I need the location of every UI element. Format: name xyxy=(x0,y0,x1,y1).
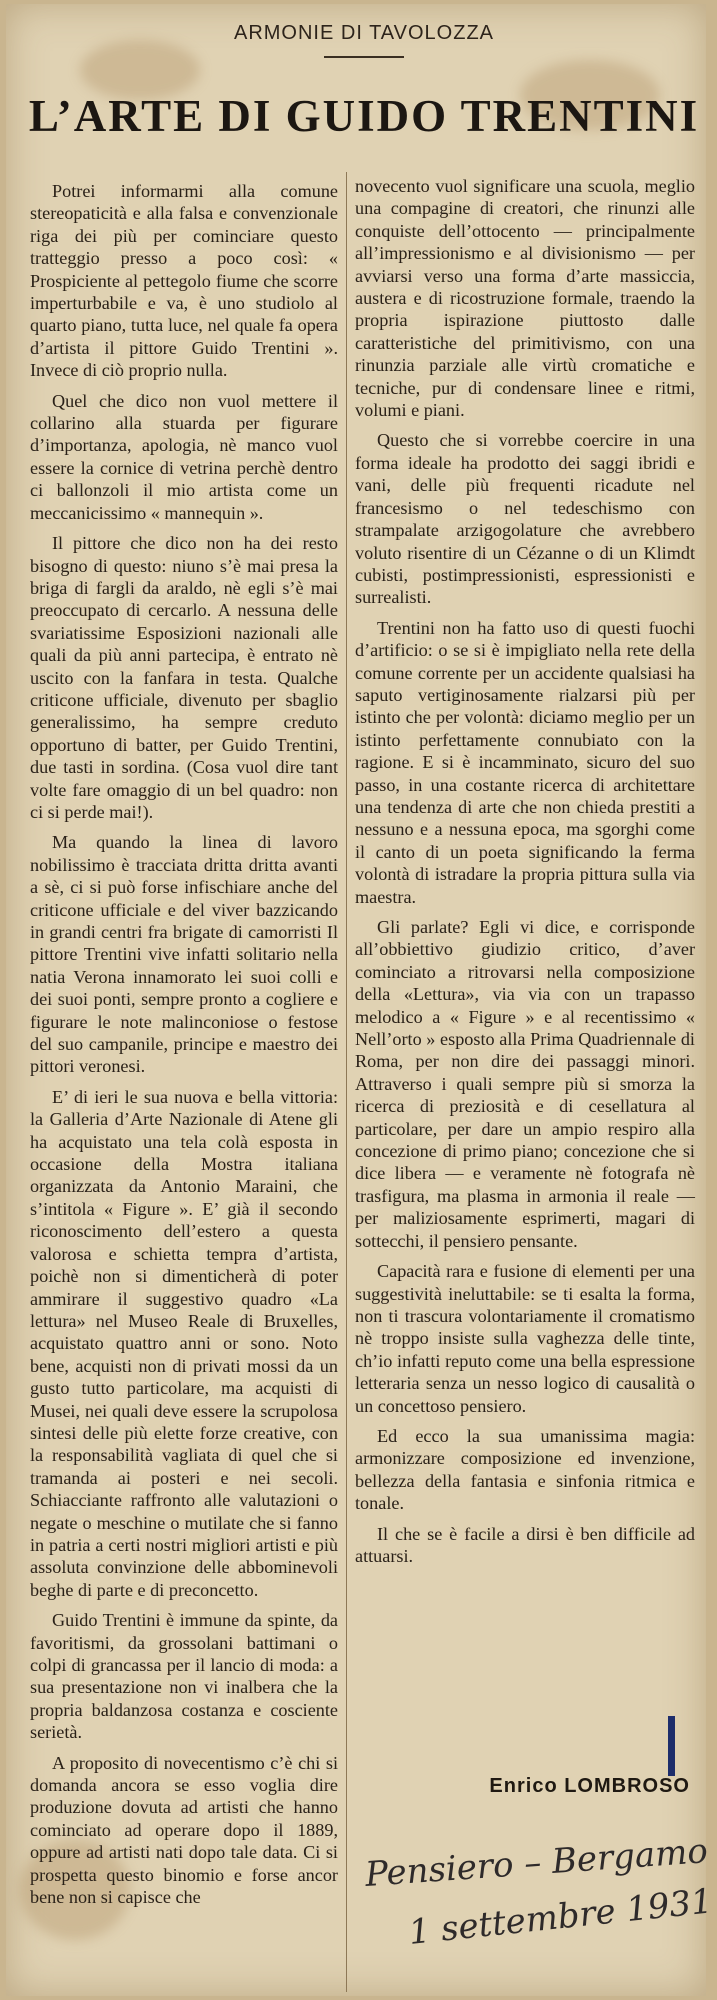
title-rule xyxy=(324,56,404,58)
paragraph: novecento vuol significare una scuola, meglio una compagine di creatori, che rinunzi alle conquiste dell’ottocento — principalmente all’impressionismo e al divisionismo — per avviarsi verso una forma d’arte massiccia, austera e di ricostruzione formale, traendo la propria ispirazione piuttosto dalle caratteristiche del primitivismo, con una rinunzia parziale alle virtù cromatiche e tecniche, pur di condensare linee e ritmi, volumi e piani. xyxy=(355,176,695,421)
paragraph: Quel che dico non vuol mettere il collarino alla stuarda per figurare d’importanza, apologia, nè manco vuol essere la cornice di vetrina perchè dentro ci ballonzoli il mio artista come un meccanicissimo « mannequin ». xyxy=(30,390,338,523)
paragraph: Ed ecco la sua umanissima magia: armonizzare composizione ed invenzione, bellezza della fantasia e sinfonia ritmica e tonale. xyxy=(355,1425,695,1514)
author-signature: Enrico LOMBROSO xyxy=(489,1775,690,1797)
paragraph: Il che se è facile a dirsi è ben difficile ad attuarsi. xyxy=(355,1523,695,1566)
article-title: L’ARTE DI GUIDO TRENTINI xyxy=(28,91,700,141)
handwritten-line-2: 1 settembre 1931 xyxy=(406,1881,715,1953)
paragraph: E’ di ieri le sua nuova e bella vittoria: la Galleria d’Arte Nazionale di Atene gli ha acquistato una tela colà esposta in occasione della Mostra italiana organizzata da Antonio Maraini, che s’intitola « Figure ». E’ già il secondo riconoscimento dell’estero a questa valorosa e schietta tempra d’artista, poichè non si dimenticherà di poter ammirare il suggestivo quadro «La lettura» nel Museo Reale di Bruxelles, acquistato quattro anni or sono. Noto bene, acquisti non di privati mossi da un gusto tutto particolare, ma acquisti di Musei, nei quali deve essere la scrupolosa sintesi delle più elette forze creative, con la responsabilità vagliata di quel che si tramanda ai posteri e nei secoli. Schiacciante raffronto alle valutazioni o negate o meschine o mutilate che si fanno in patria a certi nostri migliori artisti e più assoluta convinzione delle abbominevoli beghe di parte e di preconcetto. xyxy=(30,1086,338,1600)
ink-mark xyxy=(668,1716,675,1776)
article-header xyxy=(24,8,704,143)
paragraph: Questo che si vorrebbe coercire in una forma ideale ha prodotto dei saggi ibridi e vani, delle più frequenti ricadute nel francesismo o nel tedeschismo con strampalate arzigogolature che avrebbero voluto risentire di un Cézanne o di un Klimdt cubisti, postimpressionisti, espressionisti e surrealisti. xyxy=(355,430,695,608)
paragraph: Capacità rara e fusione di elementi per una suggestività ineluttabile: se ti esalta la forma, non ti trascura volontariamente il cromatismo nè troppo insiste sulla vaghezza delle tinte, ch’io infatti reputo come una bella espressione letteraria senza un nesso logico di causalità o un concettoso pensiero. xyxy=(355,1261,695,1416)
paragraph: Trentini non ha fatto uso di questi fuochi d’artificio: o se si è impigliato nella rete della comune corrente per un accidente qualsiasi ha saputo vertiginosamente rialzarsi più per istinto che per volontà: diciamo meglio per un istinto perfettamente connubiato con la ragione. E si è incamminato, sicuro del suo passo, in una costante ricerca di architettare una tendenza di arte che non chieda prestiti a nessuno e a nessuna epoca, ma sgorghi come il canto di un poeta significando la ferma volontà di istradare la propria pittura sulla via maestra. xyxy=(355,617,695,907)
left-column xyxy=(30,180,338,1916)
paragraph: Il pittore che dico non ha dei resto bisogno di questo: niuno s’è mai presa la briga di fargli da araldo, nè egli s’è mai preoccupato di cercarlo. A nessuna delle svariatissime Esposizioni nazionali alle quali da più anni partecipa, è entrato nè uscito con la fanfara in testa. Qualche criticone ufficiale, divenuto per sbaglio generalissimo, ha sempre creduto opportuno di batter, per Guido Trentini, due tasti in sordina. (Cosa vuol dire tant volte fare omaggio di un bel quadro: non ci si perde mai!). xyxy=(30,533,338,822)
paragraph: A proposito di novecentismo c’è chi si domanda ancora se esso voglia dire produzione dovuta ad artisti che hanno cominciato ad operare dopo il 1889, oppure ad artisti nati dopo tale data. Ci si prospetta questo binomio e forse ancor bene non si capisce che xyxy=(30,1752,338,1908)
column-title: ARMONIE DI TAVOLOZZA xyxy=(233,22,495,44)
handwritten-line-1: Pensiero – Bergamo xyxy=(363,1831,710,1895)
handwritten-note xyxy=(360,1831,715,1960)
paragraph: Potrei informarmi alla comune stereopaticità e alla falsa e convenzionale riga dei più per cominciare questo tratteggio presso a poco così: « Prospiciente al pettegolo fiume che scorre imperturbabile e va, è uno studiolo al quarto piano, tutta luce, nel quale fa opera d’artista il pittore Guido Trentini ». Invece di ciò proprio nulla. xyxy=(30,181,338,381)
column-divider xyxy=(346,172,347,1992)
right-column xyxy=(355,175,695,1575)
paragraph: Ma quando la linea di lavoro nobilissimo è tracciata dritta dritta avanti a sè, ci si può forse infischiare anche del criticone ufficiale e del viver bazzicando in grandi centri fra brigate di camorristi Il pittore Trentini vive infatti solitario nella natia Verona innamorato lei suoi colli e dei suoi ponti, sempre pronto a cogliere e figurare le note malinconiose o festose del suo campanile, principe e maestro dei pittori veronesi. xyxy=(30,832,338,1077)
paragraph: Guido Trentini è immune da spinte, da favoritismi, da grossolani battimani o colpi di grancassa per il lancio di moda: a sua presentazione non vi inalbera che la propria baldanzosa costanza e cosciente serietà. xyxy=(30,1610,338,1743)
paragraph: Gli parlate? Egli vi dice, e corrisponde all’obbiettivo giudizio critico, d’aver cominciato a ritrovarsi nella composizione della «Lettura», via via con un trapasso melodico a « Figure » e al recentissimo « Nell’orto » esposto alla Prima Quadriennale di Roma, per non dire dei passaggi minori. Attraverso i quali sempre più si smorza la ricerca di preziosità e di cesellatura al particolare, per dare un ampio respiro alla concezione di primo piano; concezione che si dice libera — e veramente nè fotografa nè trasfigura, ma plasma in armonia il reale — per maliziosamente esprimerti, magari di sottecchi, il pensiero pensante. xyxy=(355,917,695,1251)
